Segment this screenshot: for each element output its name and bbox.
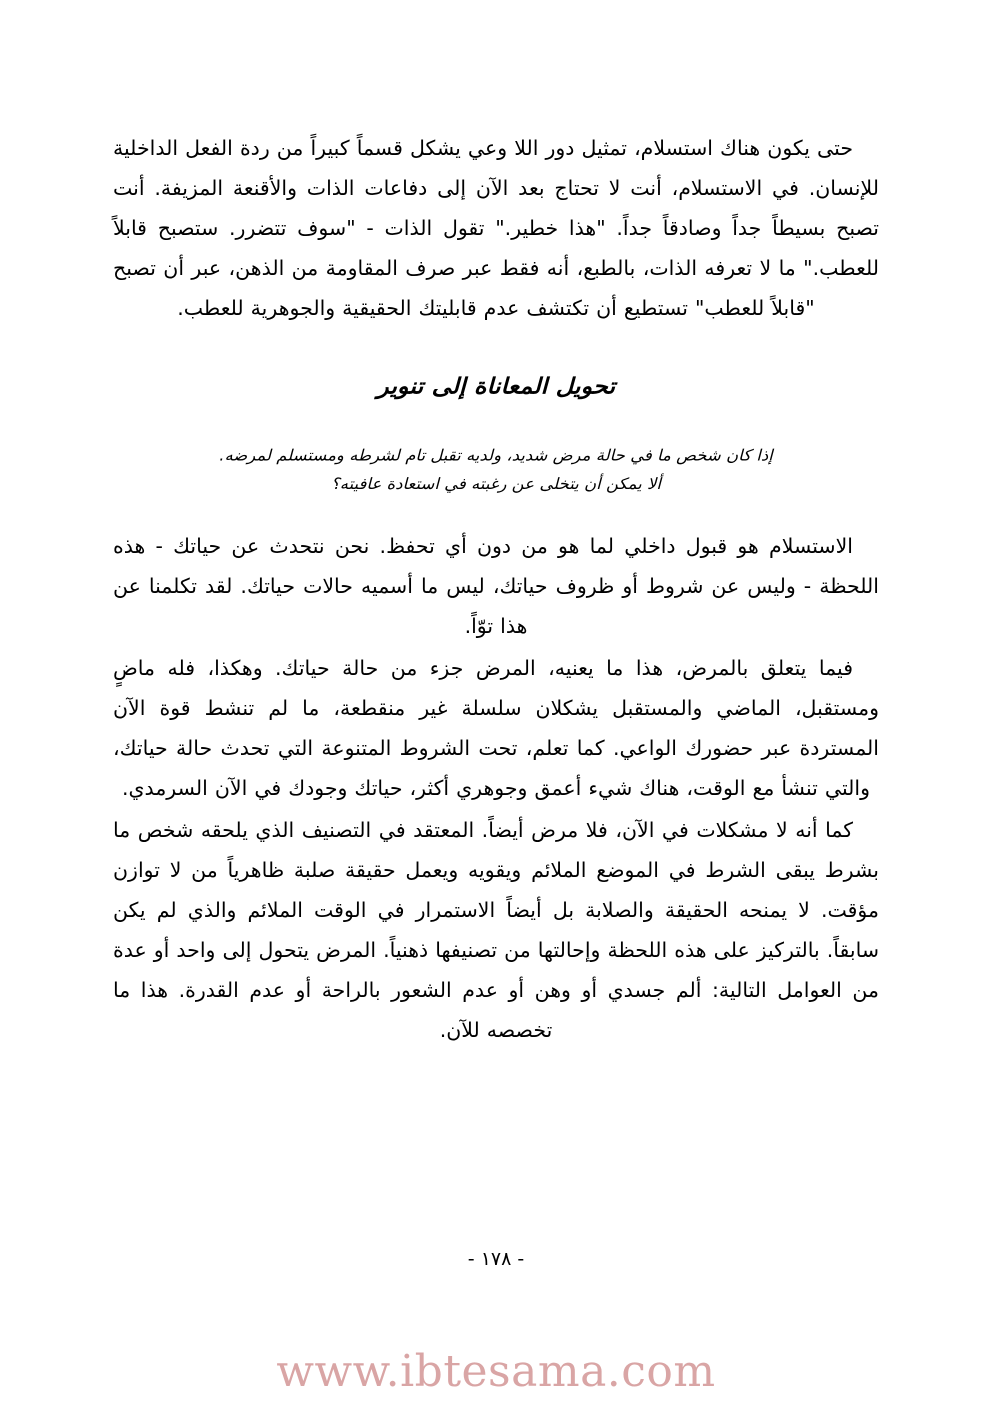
paragraph-1: حتى يكون هناك استسلام، تمثيل دور اللا وعي يشكل قسماً كبيراً من ردة الفعل الداخلية للإنسان. في الاستسلام، أنت لا تحتاج بعد الآن إلى دفاعات الذات والأقنعة المزيفة. أنت تصبح بسيطاً جداً وصادقاً جداً. "هذا خطير." تقول الذات - "سوف تتضرر. ستصبح قابلاً للعطب." ما لا تعرفه الذات، بالطبع، أنه فقط عبر صرف المقاومة من الذهن، عبر أن تصبح "قابلاً للعطب" تستطيع أن تكتشف عدم قابليتك الحقيقية والجوهرية للعطب. [113, 136, 879, 320]
paragraph-2: الاستسلام هو قبول داخلي لما هو من دون أي تحفظ. نحن نتحدث عن حياتك - هذه اللحظة - وليس عن شروط أو ظروف حياتك، ليس ما أسميه حالات حياتك. لقد تكلمنا عن هذا توّاً. [113, 534, 879, 638]
pull-quote: إذا كان شخص ما في حالة مرض شديد، ولديه تقبل تام لشرطه ومستسلم لمرضه. ألا يمكن أن يتخلى عن رغبته في استعادة عافيته؟ [219, 446, 773, 493]
paragraph-4: كما أنه لا مشكلات في الآن، فلا مرض أيضاً. المعتقد في التصنيف الذي يلحقه شخص ما بشرط يبقى الشرط في الموضع الملائم ويقويه ويعمل حقيقة صلبة ظاهرياً من لا توازن مؤقت. لا يمنحه الحقيقة والصلابة بل أيضاً الاستمرار في الوقت الملائم والذي لم يكن سابقاً. بالتركيز على هذه اللحظة وإحالتها من تصنيفها ذهنياً. المرض يتحول إلى واحد أو عدة من العوامل التالية: ألم جسدي أو وهن أو عدم الشعور بالراحة أو عدم القدرة. هذا ما تخصصه للآن. [113, 818, 879, 1042]
page-content [113, 128, 879, 1052]
site-watermark: www.ibtesama.com [276, 1346, 716, 1397]
section-heading: تحويل المعاناة إلى تنوير [376, 373, 616, 399]
paragraph-3: فيما يتعلق بالمرض، هذا ما يعنيه، المرض جزء من حالة حياتك. وهكذا، فله ماضٍ ومستقبل، الماضي والمستقبل يشكلان سلسلة غير منقطعة، ما لم تنشط قوة الآن المستردة عبر حضورك الواعي. كما تعلم، تحت الشروط المتنوعة التي تحدث حالة حياتك، والتي تنشأ مع الوقت، هناك شيء أعمق وجوهري أكثر، حياتك وجودك في الآن السرمدي. [113, 656, 879, 800]
page-number: - ١٧٨ - [467, 1248, 525, 1270]
